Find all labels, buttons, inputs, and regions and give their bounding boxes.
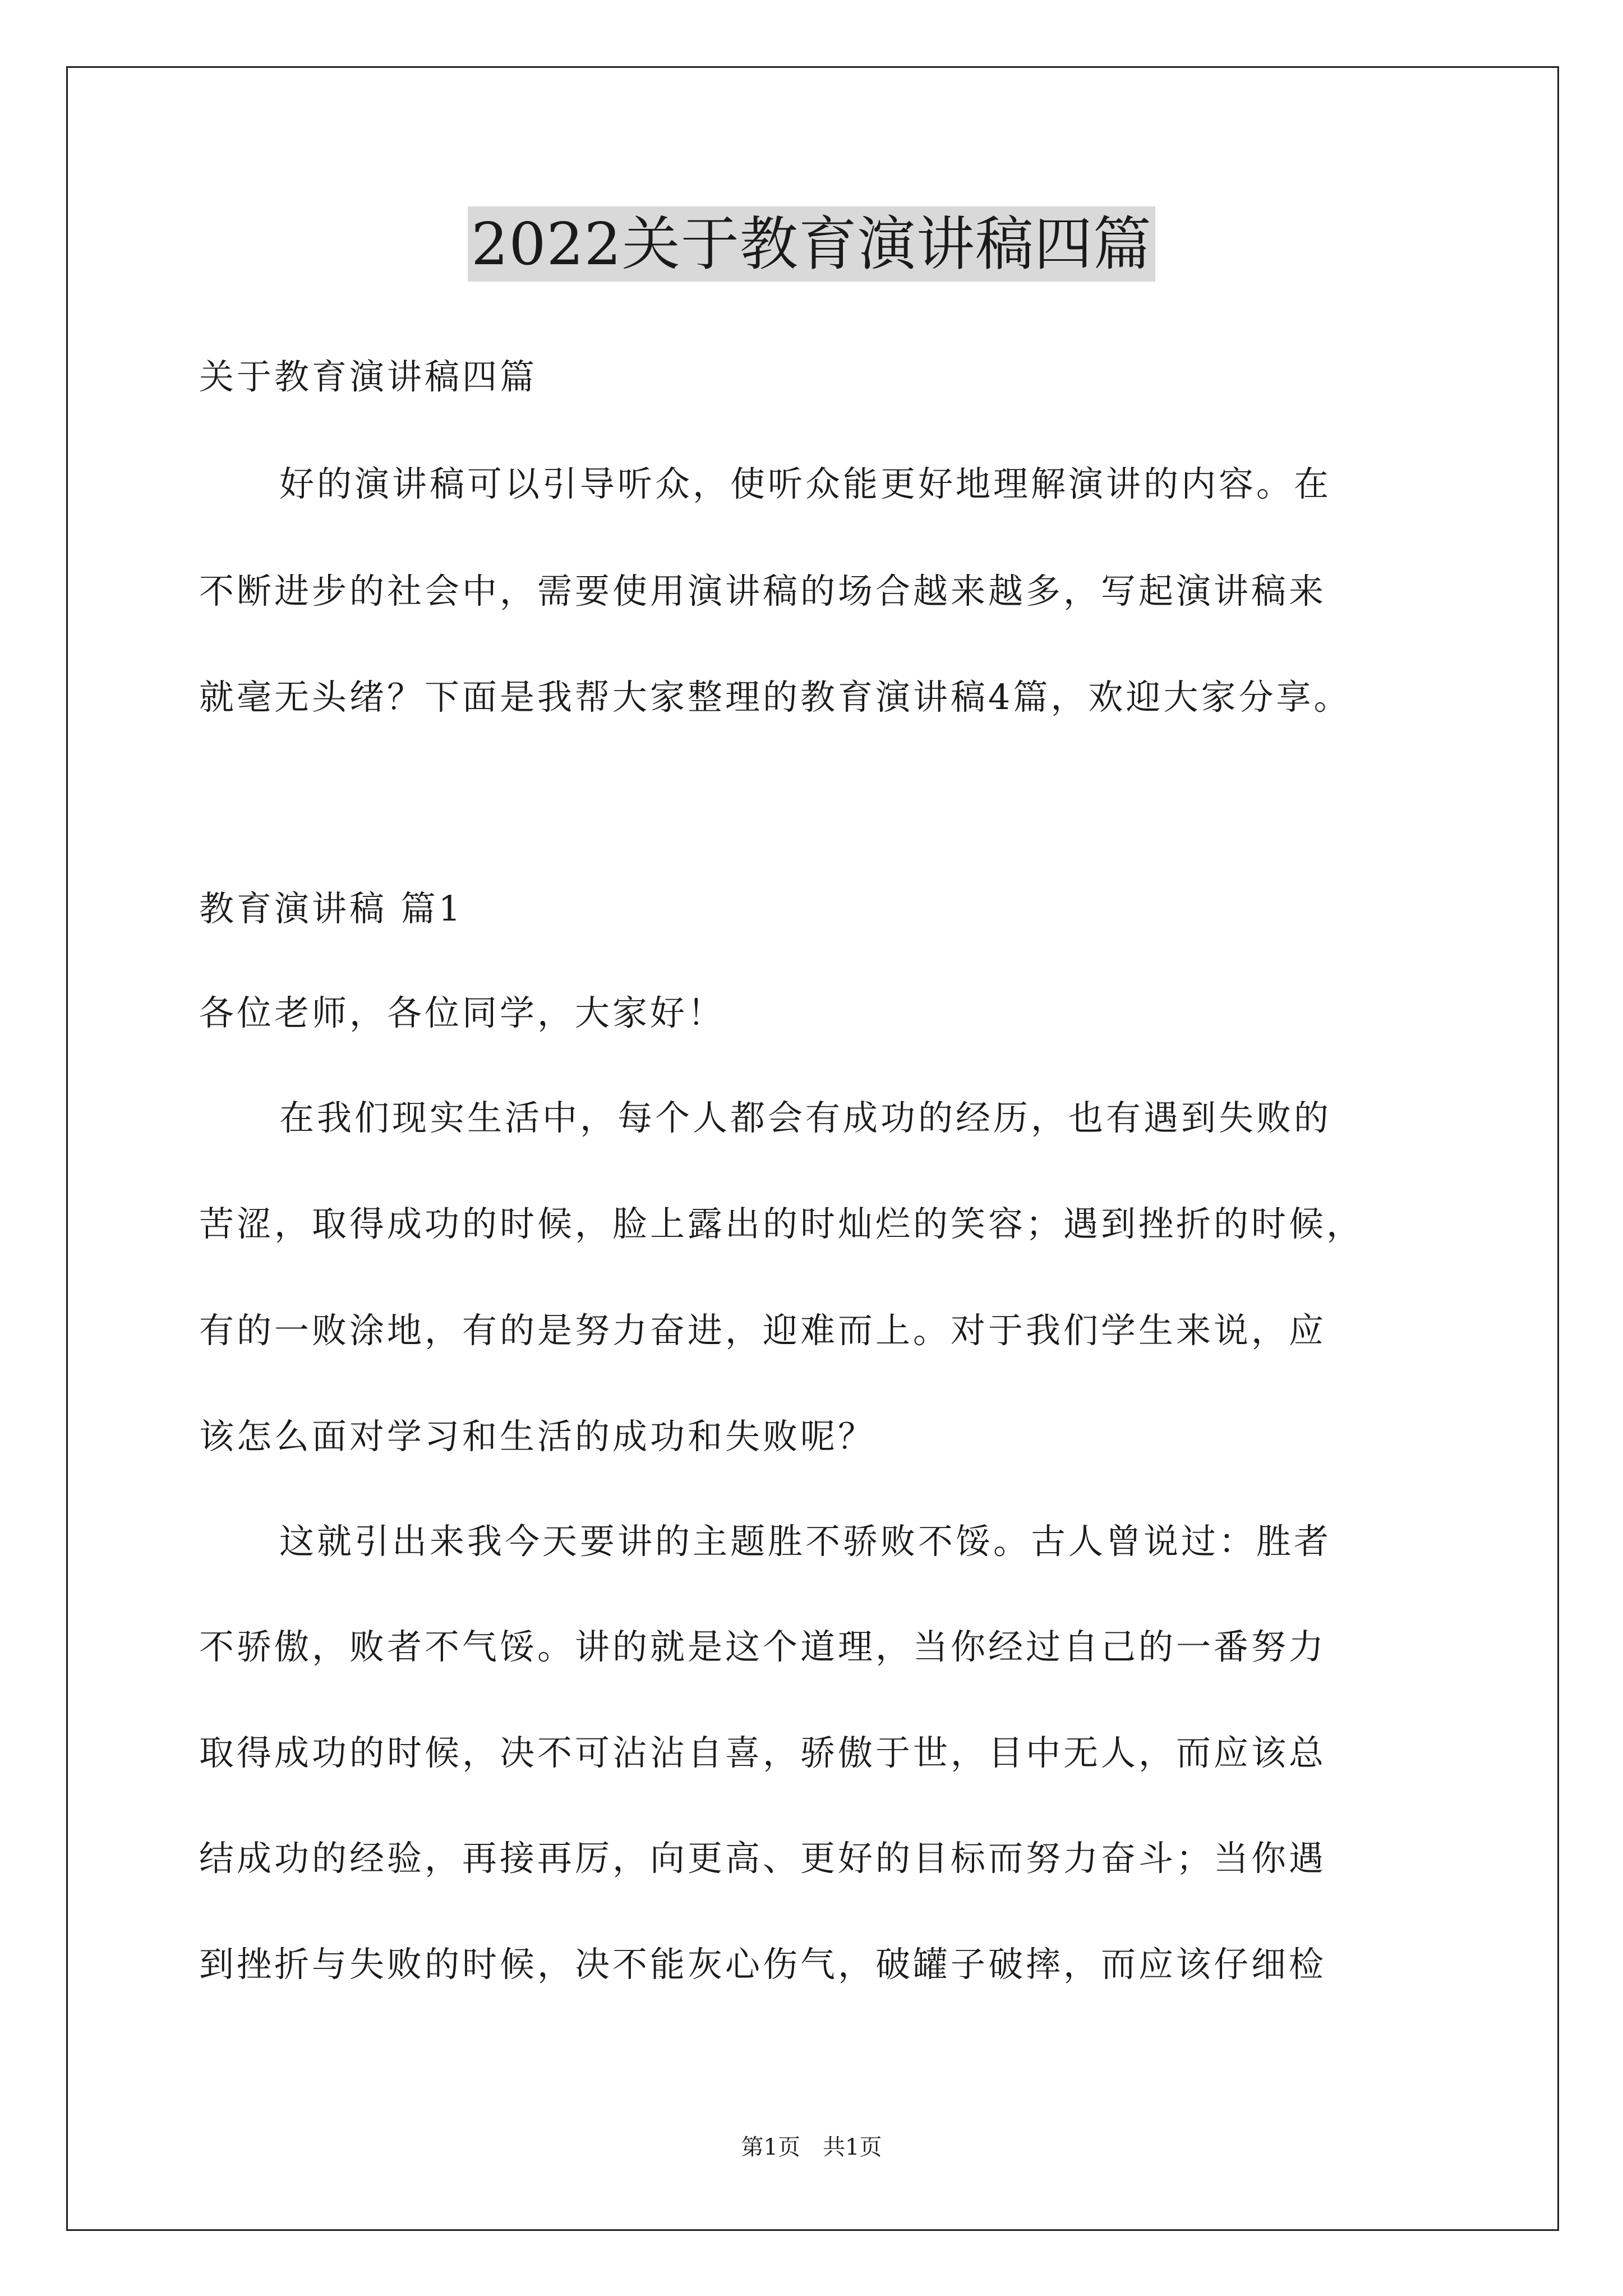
intro-line-2: 不断进步的社会中，需要使用演讲稿的场合越来越多，写起演讲稿来 xyxy=(199,570,1327,611)
paragraph2-line-1: 这就引出来我今天要讲的主题胜不骄败不馁。古人曾说过：胜者 xyxy=(279,1521,1332,1562)
title-container xyxy=(0,206,1623,282)
paragraph1-line-1: 在我们现实生活中，每个人都会有成功的经历，也有遇到失败的 xyxy=(279,1097,1332,1138)
paragraph1-line-3: 有的一败涂地，有的是努力奋进，迎难而上。对于我们学生来说，应 xyxy=(199,1310,1327,1351)
document-title: 2022关于教育演讲稿四篇 xyxy=(468,206,1155,282)
section-heading: 教育演讲稿 篇1 xyxy=(199,888,464,929)
greeting: 各位老师，各位同学，大家好！ xyxy=(199,992,726,1033)
paragraph2-line-2: 不骄傲，败者不气馁。讲的就是这个道理，当你经过自己的一番努力 xyxy=(199,1626,1327,1667)
paragraph1-line-4: 该怎么面对学习和生活的成功和失败呢？ xyxy=(199,1416,876,1457)
paragraph2-line-3: 取得成功的时候，决不可沾沾自喜，骄傲于世，目中无人，而应该总 xyxy=(199,1732,1327,1773)
intro-line-3: 就毫无头绪？下面是我帮大家整理的教育演讲稿4篇，欢迎大家分享。 xyxy=(199,677,1352,717)
page-footer: 第1页 共1页 xyxy=(741,2134,882,2160)
intro-line-1: 好的演讲稿可以引导听众，使听众能更好地理解演讲的内容。在 xyxy=(279,463,1332,504)
document-subtitle: 关于教育演讲稿四篇 xyxy=(199,356,538,397)
paragraph2-line-5: 到挫折与失败的时候，决不能灰心伤气，破罐子破摔，而应该仔细检 xyxy=(199,1944,1327,1985)
paragraph1-line-2: 苦涩，取得成功的时候，脸上露出的时灿烂的笑容；遇到挫折的时候， xyxy=(199,1203,1364,1244)
paragraph2-line-4: 结成功的经验，再接再厉，向更高、更好的目标而努力奋斗；当你遇 xyxy=(199,1838,1327,1879)
